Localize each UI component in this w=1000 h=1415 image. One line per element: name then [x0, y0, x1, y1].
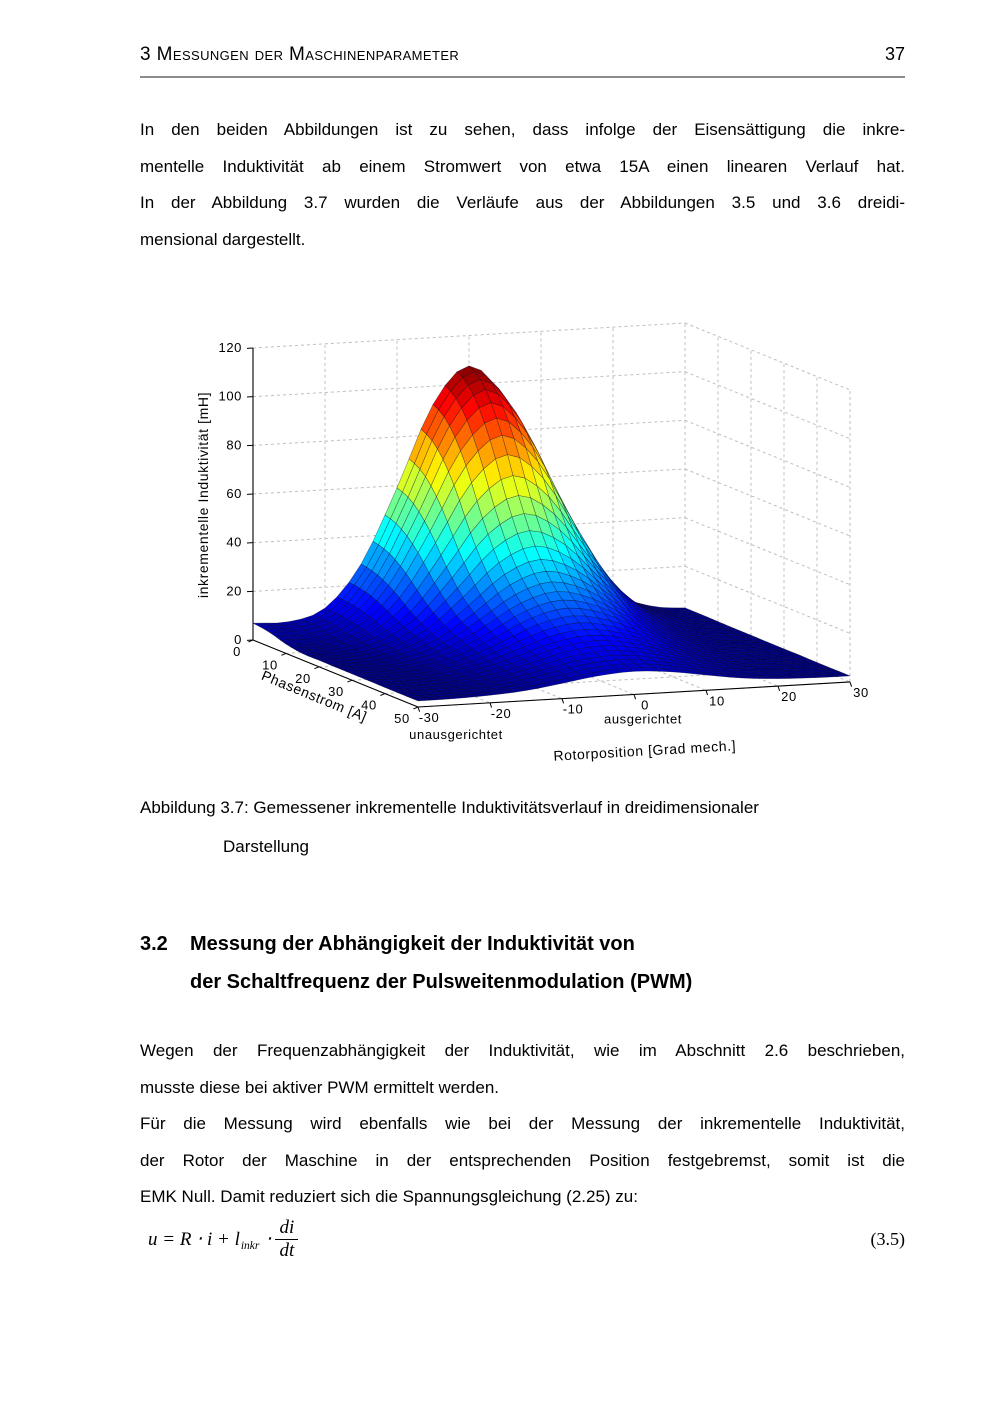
page-number: 37 [884, 44, 905, 64]
text-line: In den beiden Abbildungen ist zu sehen, dass infolge der Eisensättigung die inkre- [140, 120, 905, 139]
page-header [140, 44, 905, 66]
equation-body [148, 1218, 298, 1261]
figure-3-7 [180, 315, 925, 790]
equation-subscript: inkr [240, 1240, 260, 1252]
text-line: Für die Messung wird ebenfalls wie bei der Messung der inkrementelle Induktivität, [140, 1114, 905, 1134]
section-title [190, 925, 692, 1001]
fraction-numerator: di [275, 1218, 298, 1240]
equation-3-5 [140, 1206, 905, 1272]
figure-caption [140, 789, 905, 866]
caption-line-2: Darstellung [223, 836, 309, 856]
text-line: mensional dargestellt. [140, 229, 306, 249]
header-rule [140, 76, 905, 78]
paragraph-pwm [140, 1033, 905, 1216]
text-line: Wegen der Frequenzabhängigkeit der Induktivität, wie im Abschnitt 2.6 beschrieben, [140, 1041, 905, 1060]
section-number: 3.2 [140, 933, 168, 955]
caption-line-1: Abbildung 3.7: Gemessener inkrementelle Induktivitätsverlauf in dreidimensionaler [140, 798, 759, 817]
fraction [275, 1218, 298, 1261]
text-line: der Rotor der Maschine in der entsprechenden Position festgebremst, somit ist die [140, 1150, 905, 1170]
section-heading [140, 925, 905, 1001]
section-title-line-2: der Schaltfrequenz der Pulsweitenmodulation (PWM) [190, 971, 693, 993]
fraction-denominator: dt [279, 1239, 295, 1261]
equation-main-term: u = R ⋅ i + l [148, 1228, 240, 1250]
text-line: musste diese bei aktiver PWM ermittelt werden. [140, 1077, 500, 1097]
text-line: In der Abbildung 3.7 wurden die Verläufe aus der Abbildungen 3.5 und 3.6 dreidi- [140, 193, 905, 213]
paragraph-intro [140, 112, 905, 258]
equation-number: (3.5) [870, 1228, 905, 1249]
text-line: mentelle Induktivität ab einem Stromwert von etwa 15A einen linearen Verlauf hat. [140, 156, 905, 176]
section-title-line-1: Messung der Abhängigkeit der Induktivität von [190, 933, 635, 955]
multiplication-dot: ⋅ [265, 1228, 272, 1250]
text-line: EMK Null. Damit reduziert sich die Spannungsgleichung (2.25) zu: [140, 1187, 638, 1207]
chapter-title: 3 Messungen der Maschinenparameter [140, 44, 460, 65]
surface-plot-canvas [180, 315, 925, 790]
